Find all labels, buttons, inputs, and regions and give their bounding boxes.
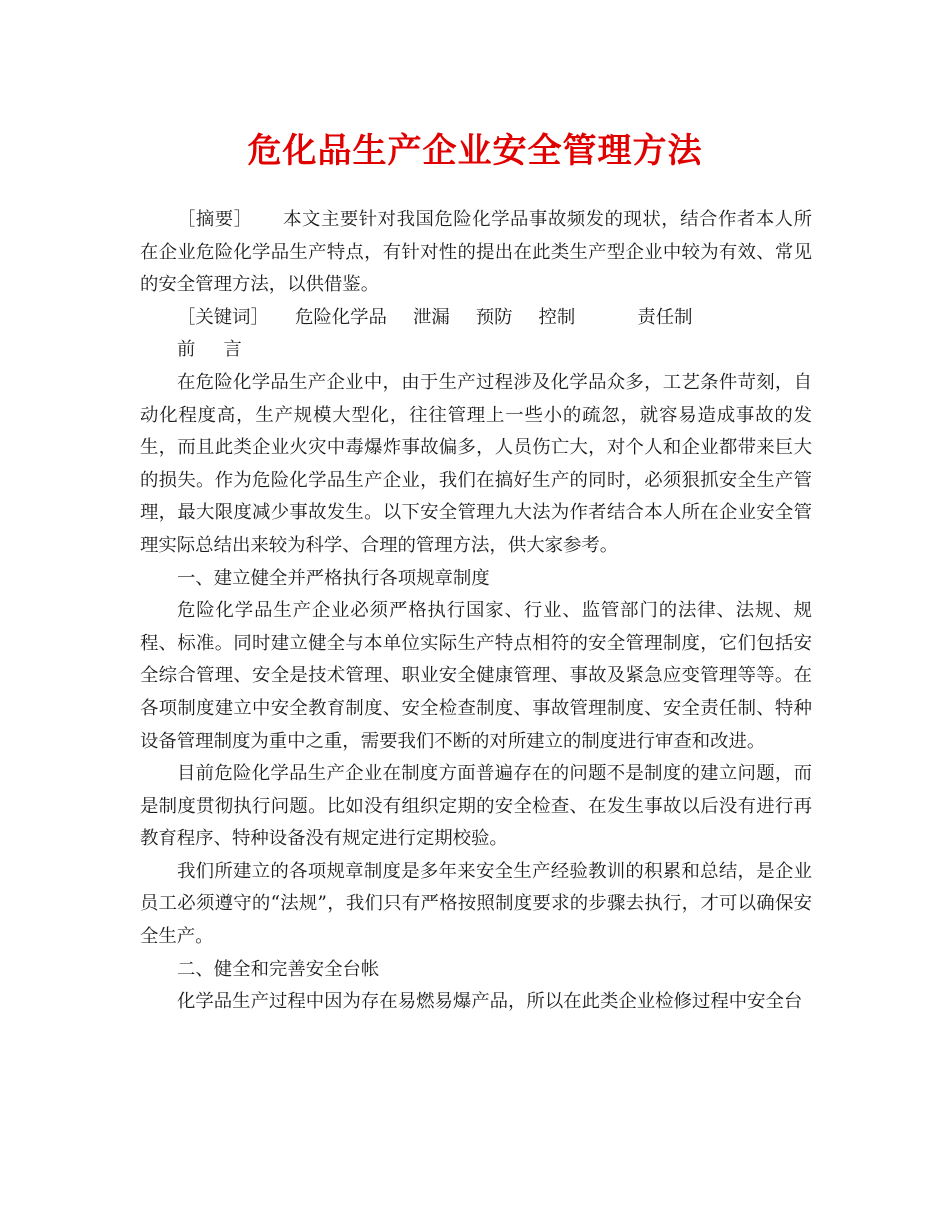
paragraph: 在危险化学品生产企业中，由于生产过程涉及化学品众多，工艺条件苛刻，自动化程度高，生产规模大型化，往往管理上一些小的疏忽，就容易造成事故的发生，而且此类企业火灾中毒爆炸事故偏多，人员伤亡大，对个人和企业都带来巨大的损失。作为危险化学品生产企业，我们在搞好生产的同时，必须狠抓安全生产管理，最大限度减少事故发生。以下安全管理九大法为作者结合本人所在企业安全管理实际总结出来较为科学、合理的管理方法，供大家参考。 [140, 371, 812, 556]
keywords-label: ［关键词］ [177, 306, 269, 328]
preface-heading: 前 言 [177, 339, 242, 361]
section-heading: 一、建立健全并严格执行各项规章制度 [177, 567, 490, 589]
document-title: 危化品生产企业安全管理方法 [247, 131, 703, 171]
keyword: 危险化学品 [294, 306, 387, 328]
keyword: 预防 [475, 306, 513, 328]
document-body [140, 204, 812, 1019]
keyword: 责任制 [637, 306, 693, 328]
keyword: 泄漏 [412, 306, 450, 328]
abstract-text: 本文主要针对我国危险化学品事故频发的现状，结合作者本人所在企业危险化学品生产特点，有针对性的提出在此类生产型企业中较为有效、常见的安全管理方法，以供借鉴。 [140, 209, 812, 296]
paragraph: 目前危险化学品生产企业在制度方面普遍存在的问题不是制度的建立问题，而是制度贯彻执行问题。比如没有组织定期的安全检查、在发生事故以后没有进行再教育程序、特种设备没有规定进行定期校验。 [140, 763, 812, 850]
section-heading: 二、健全和完善安全台帐 [177, 958, 380, 980]
abstract-paragraph [140, 204, 812, 302]
paragraph: 化学品生产过程中因为存在易燃易爆产品，所以在此类企业检修过程中安全台 [177, 991, 803, 1013]
keyword: 控制 [538, 306, 576, 328]
abstract-label: ［摘要］ [177, 209, 253, 230]
paragraph: 我们所建立的各项规章制度是多年来安全生产经验教训的积累和总结，是企业员工必须遵守的“法规”，我们只有严格按照制度要求的步骤去执行，才可以确保安全生产。 [140, 860, 812, 948]
keywords-line [140, 302, 812, 335]
paragraph: 危险化学品生产企业必须严格执行国家、行业、监管部门的法律、法规、规程、标准。同时建立健全与本单位实际生产特点相符的安全管理制度，它们包括安全综合管理、安全是技术管理、职业安全健康管理、事故及紧急应变管理等等。在各项制度建立中安全教育制度、安全检查制度、事故管理制度、安全责任制、特种设备管理制度为重中之重，需要我们不断的对所建立的制度进行审查和改进。 [140, 600, 812, 752]
